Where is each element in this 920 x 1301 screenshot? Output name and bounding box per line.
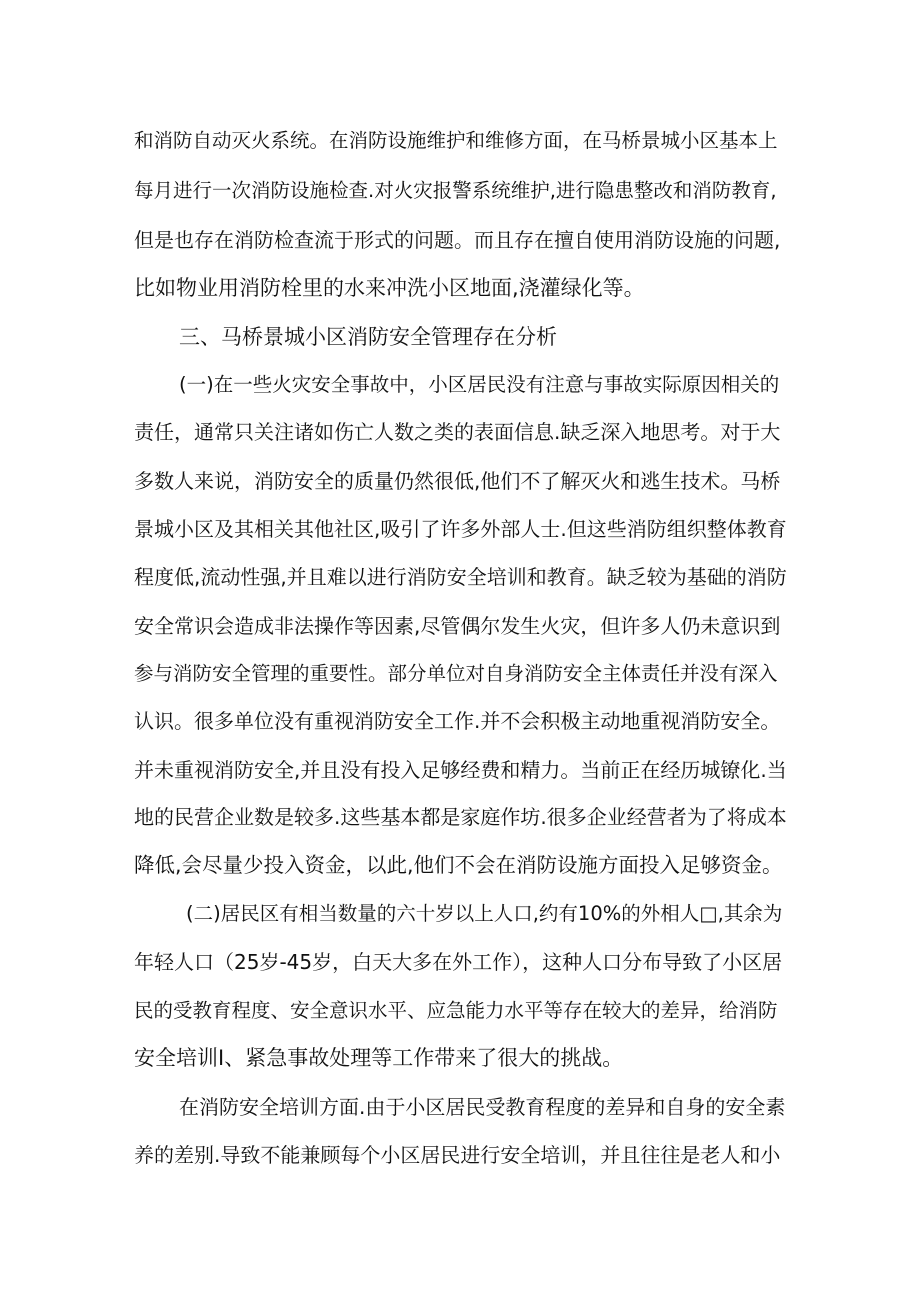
text-line: (一)在一些火灾安全事故中，小区居民没有注意与事故实际原因相关的	[179, 373, 780, 396]
text-line: 养的差别.导致不能兼顾每个小区居民进行安全培训，并且往往是老人和小	[134, 1143, 781, 1167]
text-line: 年轻人口（25岁-45岁，白天大多在外工作），这种人口分布导致了小区居	[134, 950, 783, 974]
text-line: 程度低,流动性强,并且难以进行消防安全培训和教育。缺乏较为基础的消防	[134, 565, 787, 589]
text-line: 但是也存在消防检查流于形式的问题。而且存在擅自使用消防设施的问题,	[134, 228, 781, 252]
text-line: 安全常识会造成非法操作等因素,尽管偶尔发生火灾，但许多人仍未意识到	[134, 614, 781, 638]
text-line: 参与消防安全管理的重要性。部分单位对自身消防安全主体责任并没有深入	[134, 662, 778, 685]
text-line: 并未重视消防安全,并且没有投入足够经费和精力。当前正在经历城镣化.当	[134, 758, 787, 782]
text-line: 降低,会尽量少投入资金，以此,他们不会在消防设施方面投入足够资金。	[134, 853, 783, 877]
text-line: 民的受教育程度、安全意识水平、应急能力水平等存在较大的差异，给消防	[134, 999, 778, 1022]
text-line: 认识。很多单位没有重视消防安全工作.并不会积极主动地重视消防安全。	[134, 709, 781, 733]
text-line: 景城小区及其相关其他社区,吸引了许多外部人士.但这些消防组织整体教育	[134, 517, 787, 541]
text-line: 安全培训I、紧急事故处理等工作带来了很大的挑战。	[134, 1046, 624, 1070]
text-line: 多数人来说，消防安全的质量仍然很低,他们不了解灭火和逃生技术。马桥	[134, 469, 781, 493]
section-heading: 三、马桥景城小区消防安全管理存在分析	[179, 325, 557, 349]
text-line: 每月进行一次消防设施检查.对火灾报警系统维护,进行隐患整改和消防教育,	[134, 179, 777, 202]
text-line: 在消防安全培训方面.由于小区居民受教育程度的差异和自身的安全素	[179, 1095, 786, 1119]
text-line: 比如物业用消防栓里的水来冲洗小区地面,浇灌绿化等。	[134, 276, 645, 300]
text-line: 地的民营企业数是较多.这些基本都是家庭作坊.很多企业经营者为了将成本	[134, 805, 787, 829]
text-line: 和消防自动灭火系统。在消防设施维护和维修方面，在马桥景城小区基本上	[134, 129, 778, 152]
text-line: (二)居民区有相当数量的六十岁以上人口,约有10%的外相人□,其余为	[186, 902, 783, 925]
text-line: 责任，通常只关注诸如伤亡人数之类的表面信息.缺乏深入地思考。对于大	[134, 420, 781, 444]
